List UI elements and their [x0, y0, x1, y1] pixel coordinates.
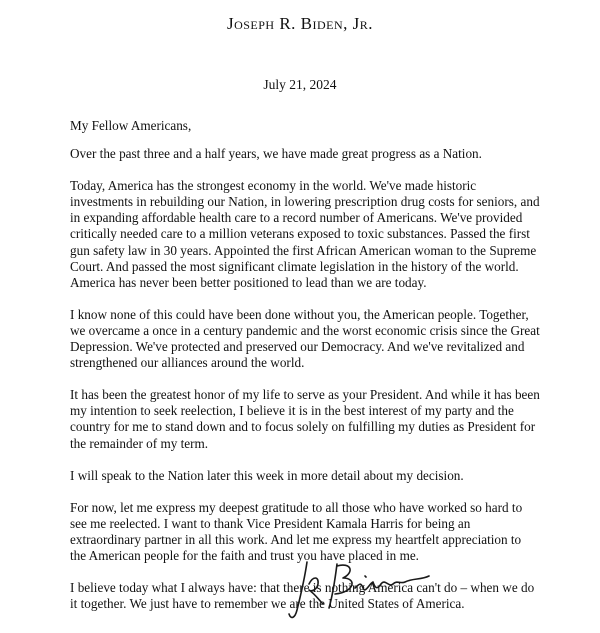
letter-body — [70, 118, 540, 628]
letter-date: July 21, 2024 — [263, 77, 337, 92]
paragraph-4: It has been the greatest honor of my life to serve as your President. And while it has been my intention to seek reelection, I believe it is in the best interest of my party and the country for me to stand down and to focus solely on fulfilling my duties as President for the remainder of my term. — [70, 387, 540, 451]
paragraph-3: I know none of this could have been done without you, the American people. Together, we overcame a once in a century pandemic and the worst economic crisis since the Great Depression. We've protected and preserved our Democracy. And we've revitalized and strengthened our alliances around the world. — [70, 306, 540, 371]
signature — [285, 554, 435, 626]
salutation: My Fellow Americans, — [70, 118, 192, 133]
paragraph-1: Over the past three and a half years, we have made great progress as a Nation. — [70, 146, 482, 162]
paragraph-7: I believe today what I always have: that there is nothing America can't do – when we do it together. We just have to remember we are the United States of America. — [70, 580, 535, 612]
paragraph-6: For now, let me express my deepest gratitude to all those who have worked so hard to see me reelected. I want to thank Vice President Kamala Harris for being an extraordinary partner in all this work. And let me express my heartfelt appreciation to the American people for the faith and trust you have placed in me. — [70, 499, 523, 563]
signature-ink — [289, 562, 429, 617]
letterhead-name: Joseph R. Biden, Jr. — [226, 14, 374, 33]
paragraph-5: I will speak to the Nation later this week in more detail about my decision. — [70, 467, 464, 483]
paragraph-2: Today, America has the strongest economy in the world. We've made historic investments in rebuilding our Nation, in lowering prescription drug costs for seniors, and in expanding affordable health care to a record number of Americans. We've provided critically needed care to a million veterans exposed to toxic substances. Passed the first gun safety law in 30 years. Appointed the first African American woman to the Supreme Court. And passed the most significant climate legislation in the history of the world. America has never been better positioned to lead than we are today. — [70, 178, 540, 290]
